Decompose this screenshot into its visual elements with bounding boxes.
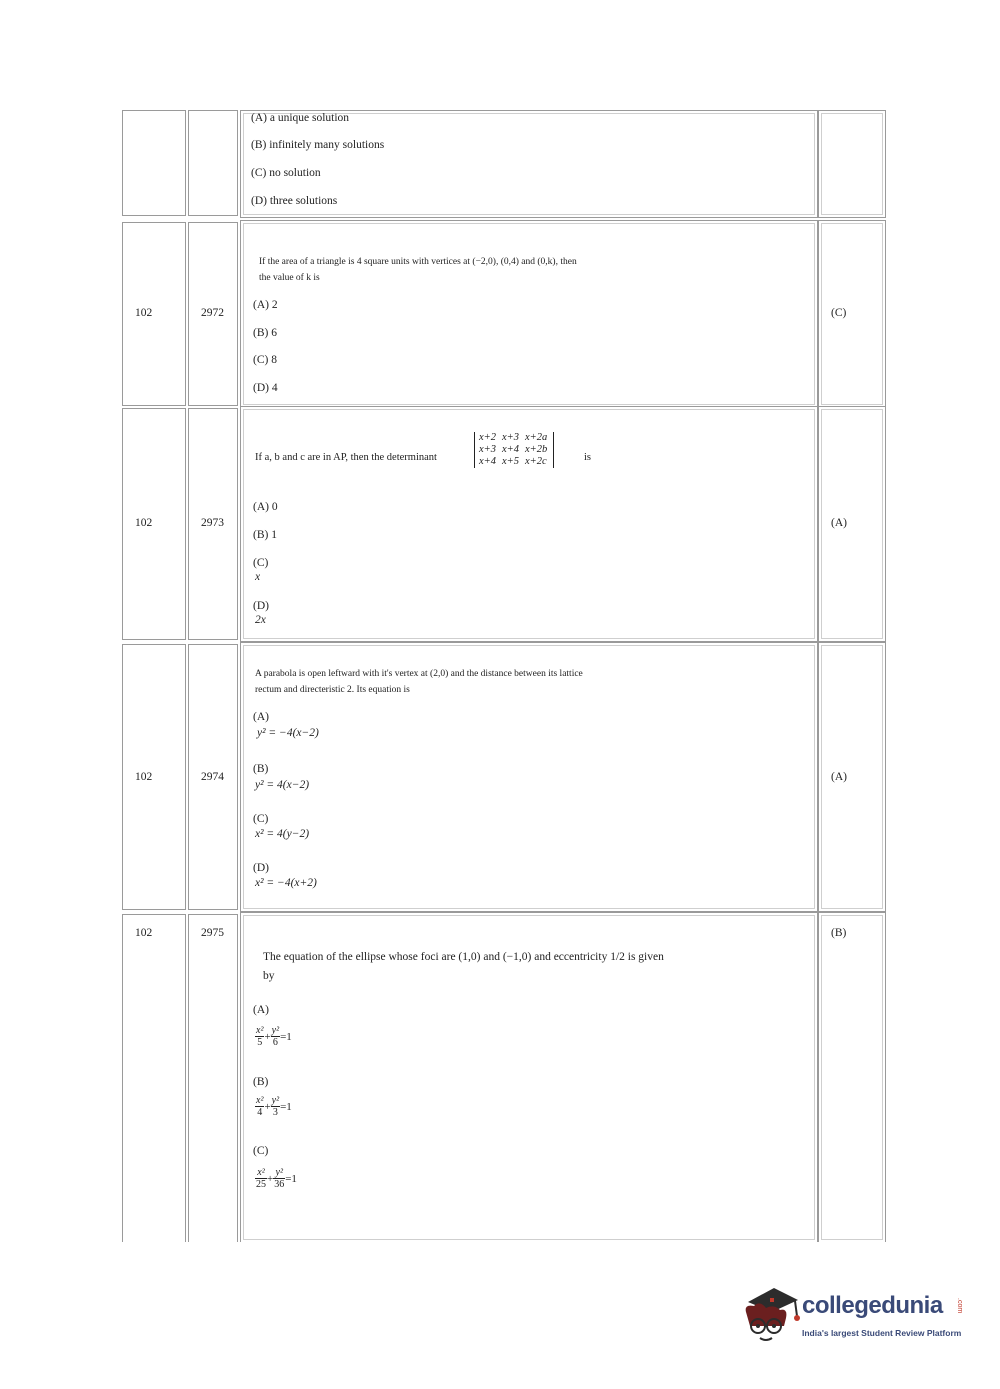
option-c-value: x² = 4(y−2) — [255, 828, 310, 840]
option-b: (B) infinitely many solutions — [251, 139, 385, 151]
option-d-value: x² = −4(x+2) — [255, 877, 317, 889]
qid-cell: 2975 — [188, 914, 238, 1242]
qid-cell — [188, 110, 238, 216]
option-b: (B) — [253, 1076, 269, 1088]
qid-cell: 2972 — [188, 222, 238, 406]
question-cell — [240, 220, 818, 408]
option-c: (C) 8 — [253, 354, 277, 366]
question-text: If the area of a triangle is 4 square units with vertices at (−2,0), (0,4) and (0,k), then — [259, 257, 577, 267]
question-cell — [240, 642, 818, 912]
question-cell — [240, 912, 818, 1242]
sno-cell — [122, 110, 186, 216]
question-text: The equation of the ellipse whose foci are (1,0) and (−1,0) and eccentricity 1/2 is given — [263, 951, 664, 963]
answer-cell — [818, 110, 886, 218]
option-a-value: y² = −4(x−2) — [257, 727, 319, 739]
answer-label: (B) — [831, 927, 847, 939]
brand-suffix: .com — [956, 1298, 963, 1314]
sno-cell: 102 — [122, 914, 186, 1242]
option-b: (B) 1 — [253, 529, 277, 541]
question-cell — [240, 110, 818, 218]
option-a: (A) 2 — [253, 299, 278, 311]
question-text: A parabola is open leftward with it's vertex at (2,0) and the distance between its lattice — [255, 669, 583, 679]
mascot-icon — [740, 1282, 802, 1344]
question-text: the value of k is — [259, 273, 320, 283]
answer-cell — [818, 220, 886, 408]
option-d: (D) three solutions — [251, 195, 338, 207]
brand-tagline: India's largest Student Review Platform — [802, 1328, 962, 1338]
answer-cell — [818, 642, 886, 912]
qid-cell: 2973 — [188, 408, 238, 640]
option-d: (D) 4 — [253, 382, 278, 394]
question-text: is — [584, 452, 592, 463]
option-b: (B) — [253, 763, 269, 775]
answer-cell — [818, 406, 886, 642]
answer-label: (A) — [831, 517, 847, 529]
determinant: x+2 x+3 x+2a x+3 x+4 x+2b x+4 x+5 x+2c — [474, 432, 554, 468]
option-b-value: y² = 4(x−2) — [255, 779, 310, 791]
question-text: by — [263, 970, 275, 982]
option-c: (C) — [253, 1145, 269, 1157]
option-a: (A) 0 — [253, 501, 278, 513]
question-text: If a, b and c are in AP, then the determinant — [255, 452, 437, 463]
option-b-equation: $\frac{\text{x²}}{4}$ + $\frac{\text{y²}}{3}$ =1 — [256, 1095, 292, 1118]
sno-cell: 102 — [122, 408, 186, 640]
qid-cell: 2974 — [188, 644, 238, 910]
option-c: (C) no solution — [251, 167, 321, 179]
sno-cell: 102 — [122, 644, 186, 910]
option-c-value: x — [255, 571, 261, 583]
option-d-value: 2x — [255, 614, 266, 626]
option-c: (C) — [253, 557, 269, 569]
brand-name: collegedunia — [802, 1292, 943, 1319]
option-a-equation: $\frac{\text{x²}}{5}$ + $\frac{\text{y²}}{6}$ =1 — [256, 1025, 292, 1048]
brand-logo — [740, 1280, 970, 1350]
option-a: (A) a unique solution — [251, 112, 350, 124]
question-table — [122, 110, 886, 1242]
answer-label: (C) — [831, 307, 847, 319]
option-d: (D) — [253, 862, 269, 874]
option-d: (D) — [253, 600, 269, 612]
option-c: (C) — [253, 813, 269, 825]
sno-cell: 102 — [122, 222, 186, 406]
question-cell — [240, 406, 818, 642]
question-text: rectum and directeristic 2. Its equation is — [255, 685, 410, 695]
answer-label: (A) — [831, 771, 847, 783]
answer-cell — [818, 912, 886, 1242]
option-a: (A) — [253, 1004, 269, 1016]
option-c-equation: $\frac{\text{x²}}{25}$ + $\frac{\text{y²}}{36}$ =1 — [256, 1167, 297, 1190]
option-b: (B) 6 — [253, 327, 277, 339]
option-a: (A) — [253, 711, 269, 723]
